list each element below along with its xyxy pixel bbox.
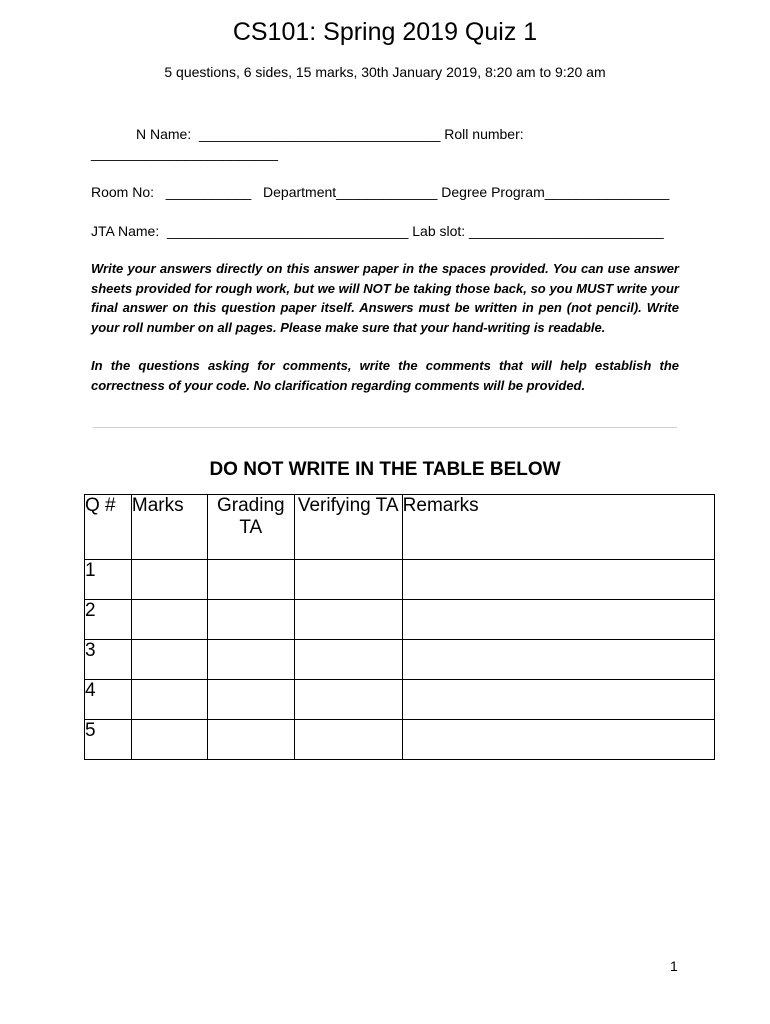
question-number-cell: 4 [85,680,132,720]
page-subtitle: 5 questions, 6 sides, 15 marks, 30th January 2019, 8:20 am to 9:20 am [164,64,606,80]
question-number-cell: 2 [85,600,132,640]
verifying-ta-cell [294,720,402,760]
marks-cell [131,560,207,600]
table-row [85,640,715,680]
remarks-cell [402,720,714,760]
instructions [91,259,679,415]
jta-labslot-field-line: JTA Name: _______________________________ Lab slot: _________________________ [91,223,664,239]
divider [93,427,677,428]
grading-ta-cell [207,680,294,720]
table-row [85,720,715,760]
instructions-paragraph: In the questions asking for comments, write the comments that will help establish the correctness of your code. No clarification regarding comments will be provided. [91,358,679,393]
table-header-row [85,495,715,560]
remarks-cell [402,600,714,640]
column-header-remarks: Remarks [402,495,714,560]
column-header-q: Q # [85,495,132,560]
grading-table [84,494,715,760]
table-row [85,560,715,600]
column-header-verifying-ta: Verifying TA [294,495,402,560]
instructions-paragraph: Write your answers directly on this answer paper in the spaces provided. You can use answer sheets provided for rough work, but we will NOT be taking those back, so you MUST write your final answer on this question paper itself. Answers must be written in pen (not pencil). Write your roll number on all pages. Please make sure that your hand-writing is readable. [91,261,679,335]
room-department-program-field-line: Room No: ___________ Department_____________ Degree Program________________ [91,184,670,200]
grading-ta-cell [207,600,294,640]
verifying-ta-cell [294,640,402,680]
table-heading: DO NOT WRITE IN THE TABLE BELOW [209,459,561,480]
page-number: 1 [670,958,678,974]
verifying-ta-cell [294,600,402,640]
grading-ta-cell [207,640,294,680]
grading-ta-cell [207,560,294,600]
column-header-grading-ta: Grading TA [207,495,294,560]
table-row [85,600,715,640]
verifying-ta-cell [294,560,402,600]
marks-cell [131,600,207,640]
marks-cell [131,640,207,680]
grading-ta-cell [207,720,294,760]
marks-cell [131,720,207,760]
page-title: CS101: Spring 2019 Quiz 1 [232,18,538,46]
verifying-ta-cell [294,680,402,720]
question-number-cell: 5 [85,720,132,760]
remarks-cell [402,640,714,680]
question-number-cell: 1 [85,560,132,600]
column-header-marks: Marks [131,495,207,560]
name-roll-field-line: N Name: _______________________________ Roll number: [136,126,524,142]
remarks-cell [402,560,714,600]
remarks-cell [402,680,714,720]
table-row [85,680,715,720]
question-number-cell: 3 [85,640,132,680]
marks-cell [131,680,207,720]
name-roll-field-line-continued: ________________________ [91,145,278,161]
